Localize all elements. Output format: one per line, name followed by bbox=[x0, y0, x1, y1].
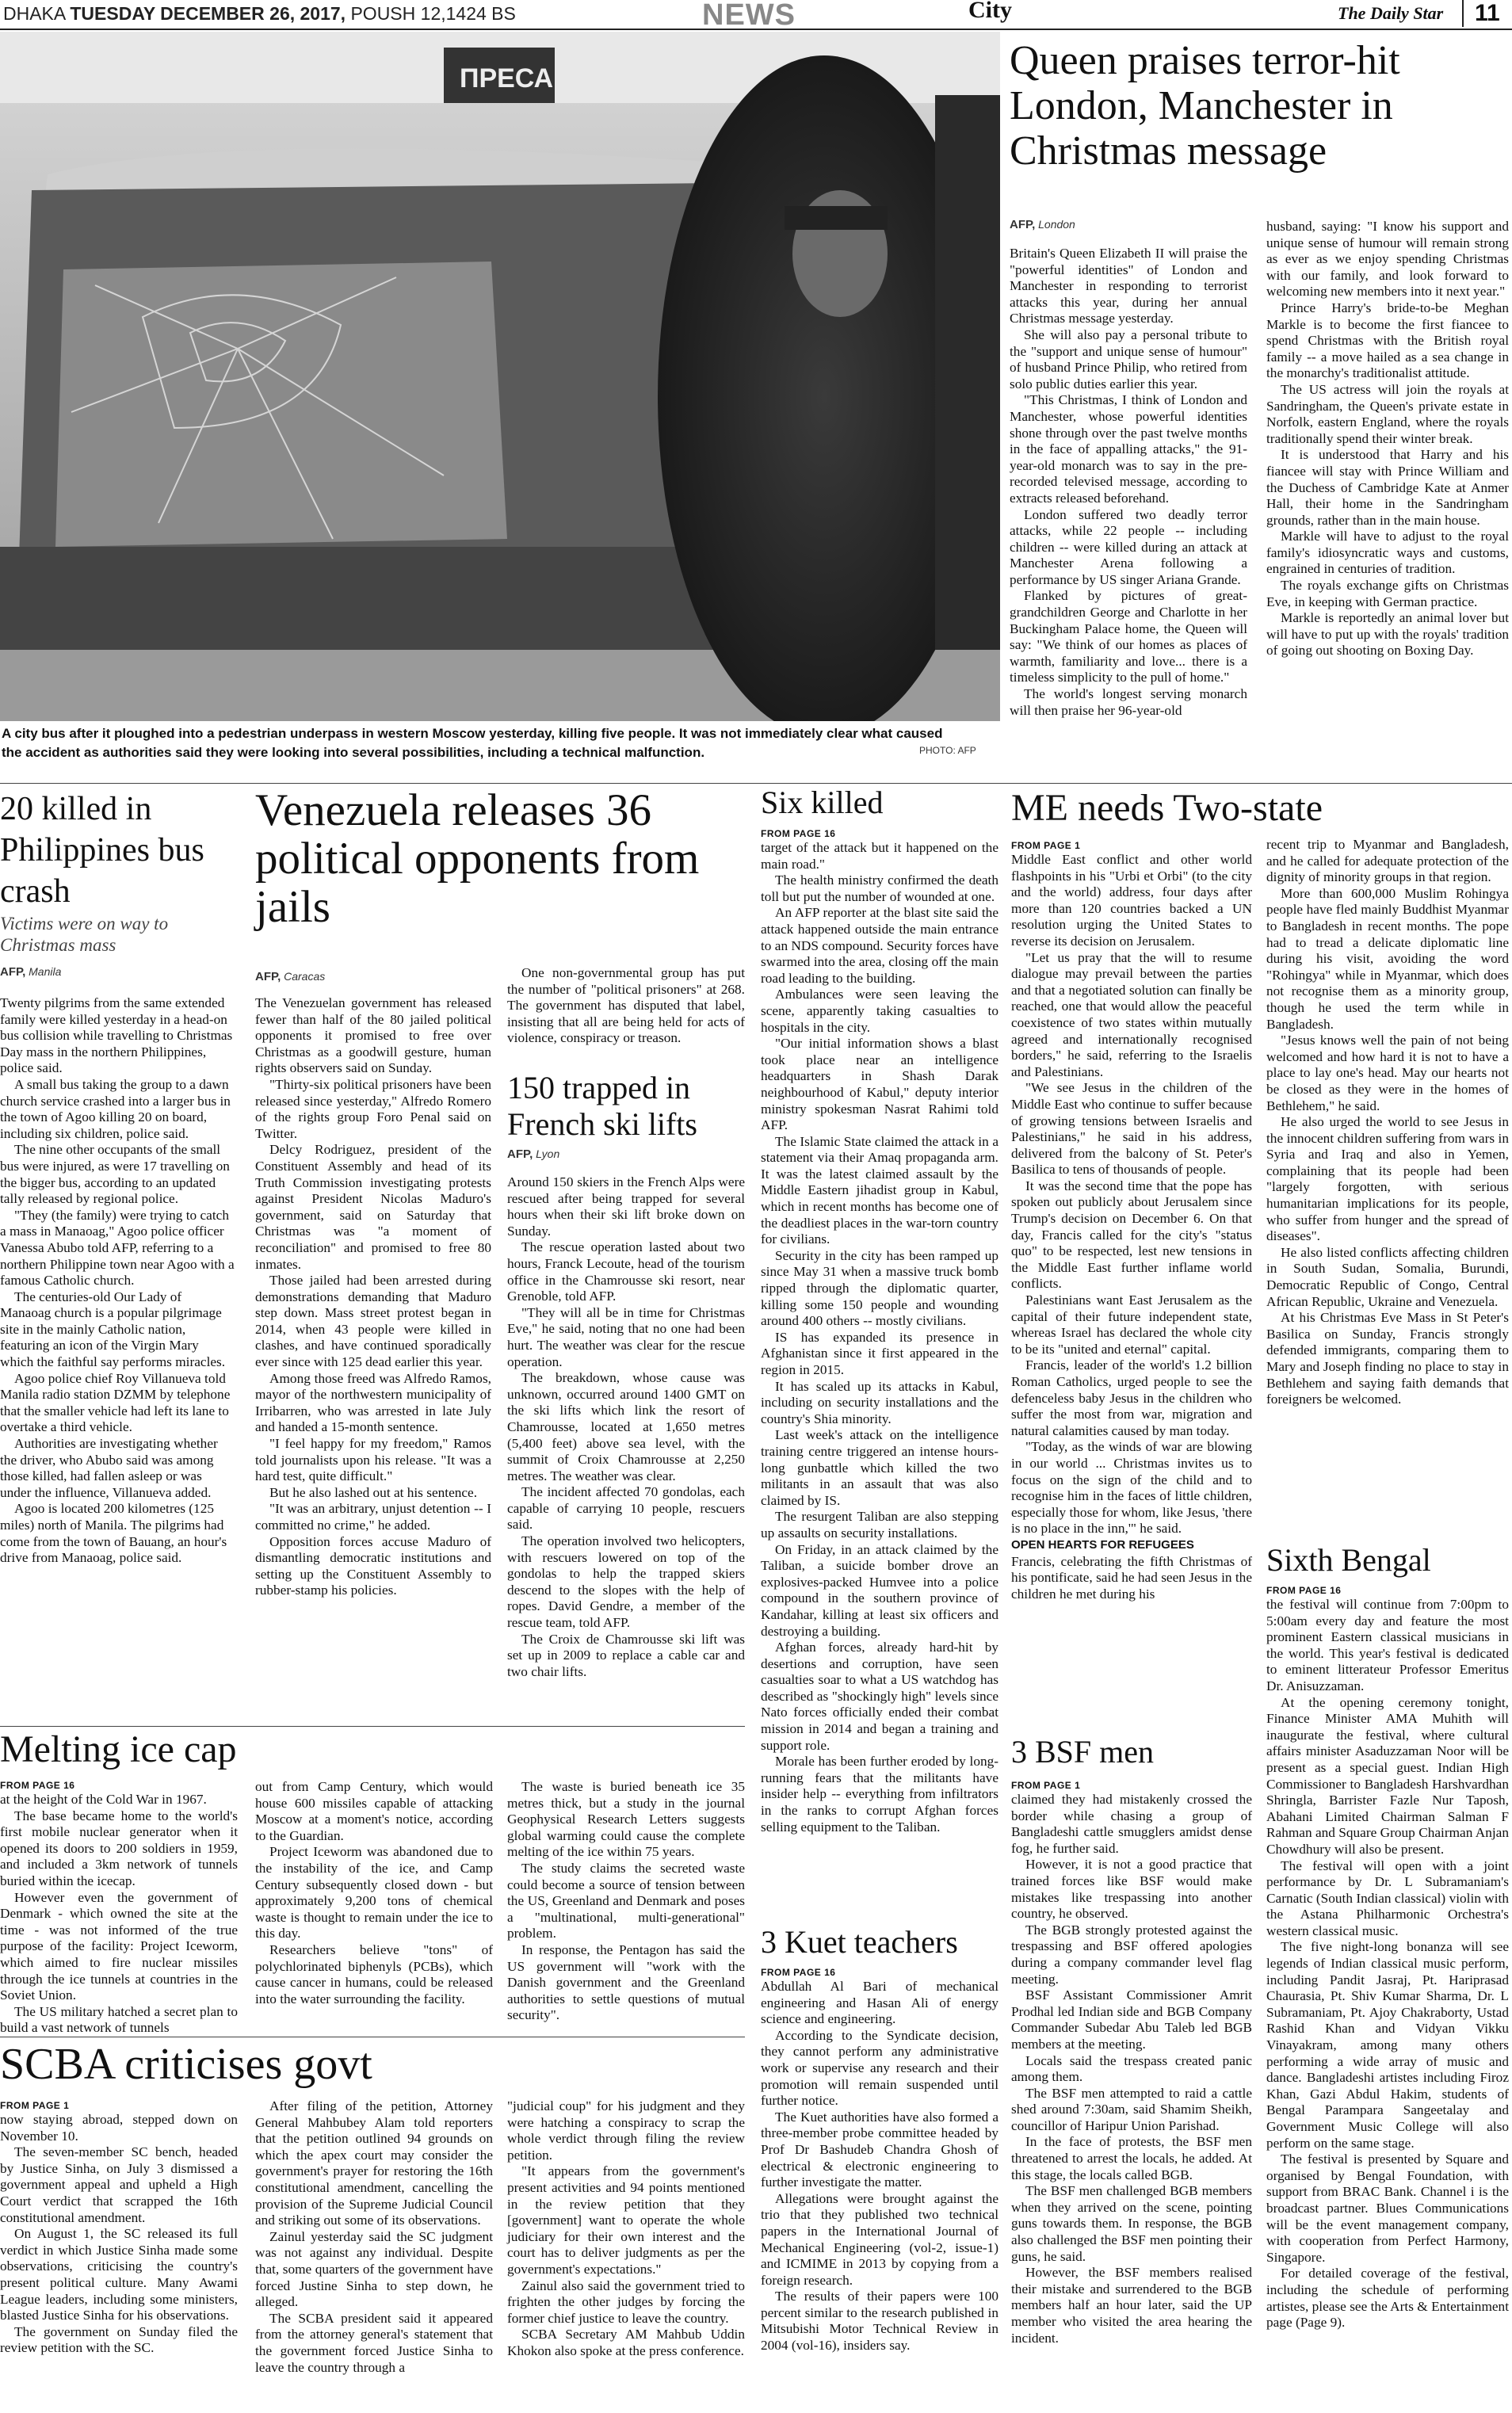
me-subhead: OPEN HEARTS FOR REFUGEES bbox=[1011, 1537, 1194, 1552]
paragraph: Last week's attack on the intelligence training centre triggered an intense hours-long gunbattle which killed the two militants in an assault that was also claimed by IS. bbox=[761, 1427, 998, 1508]
paragraph: Security in the city has been ramped up since May 31 when a massive truck bomb ripped through the diplomatic quarter, killing some 150 people and wounding around 400 others -- mostly civilians. bbox=[761, 1247, 998, 1329]
venezuela-headline: Venezuela releases 36 political opponents from jails bbox=[255, 785, 700, 932]
six-killed-jump: FROM PAGE 16 bbox=[761, 828, 836, 839]
paragraph: The royals exchange gifts on Christmas Eve, in keeping with German practice. bbox=[1266, 578, 1509, 609]
paragraph: The festival will open with a joint performance by Dr. L Subramaniam's Carnatic (South Indian classical) violin with the Astana Philharmonic Orchestra's western classical music. bbox=[1266, 1857, 1509, 1938]
ski-headline: 150 trapped in French ski lifts bbox=[507, 1070, 697, 1142]
paragraph: Allegations were brought against the trio that they published two technical papers in the International Journal of Mechanical Engineering (vol-2, issue-1) and ICMIME in 2013 by copying from a foreign research. bbox=[761, 2190, 998, 2288]
paragraph: "Jesus knows well the pain of not being welcomed and how hard it is not to have a place to lay one's head. May our hearts not be closed as they were in the homes of Bethlehem," he said. bbox=[1266, 1033, 1509, 1113]
paragraph: Authorities are investigating whether the driver, who Abubo said was among those killed, had fallen asleep or was under the influence, Villanueva added. bbox=[0, 1436, 218, 1500]
paragraph: "Thirty-six political prisoners have been released since yesterday," Alfredo Romero of the rights group Foro Penal said on Twitter. bbox=[255, 1076, 491, 1141]
paragraph: Opposition forces accuse Maduro of dismantling democratic institutions and setting up the Constituent Assembly to rubber-stamp his policies. bbox=[255, 1533, 491, 1598]
paragraph: He also listed conflicts affecting children in South Sudan, Somalia, Burundi, Democratic Republic of Congo, Central African Republic, Ukraine and Venezuela. bbox=[1266, 1244, 1509, 1309]
paragraph: In the face of protests, the BSF men threatened to arrest the locals, he added. At this stage, the locals called BGB. bbox=[1011, 2134, 1252, 2182]
paragraph: One non-governmental group has put the number of "political prisoners" at 268. The government has disputed that label, insisting that all are being held for acts of violence, conspiracy or treason. bbox=[507, 965, 745, 1046]
paragraph: Around 150 skiers in the French Alps were rescued after being trapped for several hours when their ski lift broke down on Sunday. bbox=[507, 1174, 745, 1239]
paragraph: The government on Sunday filed the review petition with the SC. bbox=[0, 2323, 238, 2356]
paragraph: Twenty pilgrims from the same extended family were killed yesterday in a head-on bus collision while travelling to Christmas Day mass in the northern Philippines, police said. bbox=[0, 995, 233, 1076]
paragraph: "We see Jesus in the children of the Middle East who continue to suffer because of growing tensions between Israelis and Palestinians," he said in his address, delivered from the balcony of St. Peter's Basilica to tens of thousands of people. bbox=[1011, 1080, 1252, 1178]
six-killed-body bbox=[761, 840, 998, 1835]
paragraph: An AFP reporter at the blast site said the attack happened outside the main entrance to an NDS compound. Security forces have swarmed into the area, closing off the main road leading to the building. bbox=[761, 905, 998, 986]
paragraph: The health ministry confirmed the death toll but put the number of wounded at one. bbox=[761, 872, 998, 904]
paragraph: The operation involved two helicopters, with rescuers lowered on top of the gondolas to help the trapped skiers descend to the slopes with the help of ropes. David Gendre, a member of the rescue team, told AFP. bbox=[507, 1533, 745, 1631]
paragraph: out from Camp Century, which would house 600 missiles capable of attacking Moscow at a moment's notice, according to the Guardian. bbox=[255, 1779, 493, 1843]
paragraph: at the height of the Cold War in 1967. bbox=[0, 1792, 207, 1807]
paragraph: He also urged the world to see Jesus in the innocent children suffering from wars in Syria and Iraq and also in Yemen, complaining that its people had been "largely forgotten, with serious humanitarian implications for its people, who suffer from hunger and the spread of diseases". bbox=[1266, 1114, 1509, 1244]
paragraph: The five night-long bonanza will see legends of Indian classical music perform, including Pandit Jasraj, Pt. Hariprasad Chaurasia, Pt. Shiv Kumar Sharma, Dr. L Subramaniam, Pt. Ajoy Chakraborty, Ustad Rashid Khan and Vidyan Vikku Vinayakram, among many others performing a wide array of music and dance. Bangladeshi artistes including Firoz Khan, Gazi Abdul Hakim, students of Bengal Parampara Sangeetalay and Government Music College will also perform on the same stage. bbox=[1266, 1939, 1509, 2151]
paragraph: "I feel happy for my freedom," Ramos told journalists upon his release. "It was a hard test, quite difficult." bbox=[255, 1436, 491, 1484]
paragraph: Francis, leader of the world's 1.2 billion Roman Catholics, urged people to see the defenceless baby Jesus in the children who suffer the most from war, migration and natural calamities caused by man today. bbox=[1011, 1357, 1252, 1438]
me-column-1 bbox=[1011, 852, 1252, 1602]
paragraph: On Friday, in an attack claimed by the Taliban, a suicide bomber drove an explosives-packed Humvee into a police compound in the southern province of Kandahar, killing at least six officers and destroying a building. bbox=[761, 1541, 998, 1639]
six-killed-headline: Six killed bbox=[761, 785, 884, 820]
paragraph: It is understood that Harry and his fiancee will stay with Prince William and the Duchess of Cambridge Kate at Anmer Hall, their home in the Sandringham grounds, rather than in the main house. bbox=[1266, 447, 1509, 528]
paragraph: The breakdown, whose cause was unknown, occurred around 1400 GMT on the ski lifts which link the resort of Chamrousse, located at 1,650 metres (5,400 feet) above sea level, with the summit of Croix Chamrousse at 2,250 metres. The weather was clear. bbox=[507, 1370, 745, 1483]
me-jump: FROM PAGE 1 bbox=[1011, 840, 1081, 851]
paragraph: However, the BSF members realised their mistake and surrendered to the BGB members half an hour later, said the UP member who visited the area hearing the incident. bbox=[1011, 2265, 1252, 2346]
page-header bbox=[0, 0, 1512, 30]
paragraph: The Croix de Chamrousse ski lift was set up in 2009 to replace a cable car and two chair lifts. bbox=[507, 1631, 745, 1679]
ice-cap-column-3 bbox=[507, 1779, 745, 2024]
scba-column-3 bbox=[507, 2098, 745, 2360]
category-label: City bbox=[968, 0, 1012, 23]
section-label: NEWS bbox=[702, 0, 796, 32]
ice-cap-column-2 bbox=[255, 1779, 493, 2007]
queen-byline: AFP, London bbox=[1010, 218, 1075, 231]
paragraph: Afghan forces, already hard-hit by desertions and corruption, have seen casualties soar to what a US watchdog has described as "shockingly high" levels since Nato forces officially ended their combat mission in 2014 and began a training and support role. bbox=[761, 1640, 998, 1753]
paragraph: London suffered two deadly terror attacks, while 22 people -- including children -- were killed during an attack at Manchester Arena following a performance by US singer Ariana Grande. bbox=[1010, 506, 1247, 587]
bengal-headline: Sixth Bengal bbox=[1266, 1542, 1431, 1578]
paragraph: The BSF men challenged BGB members when they arrived on the scene, pointing guns towards them. In response, the BGB also challenged the BSF men pointing their guns, he said. bbox=[1011, 2183, 1252, 2264]
photo-caption: A city bus after it ploughed into a pedestrian underpass in western Moscow yesterday, killing five people. It was not immediately clear what caused the accident as authorities said they were looking into several possibilities, including a technical malfunction. bbox=[2, 726, 943, 760]
paragraph: Agoo police chief Roy Villanueva told Manila radio station DZMM by telephone that the smaller vehicle had left its lane to overtake a third vehicle. bbox=[0, 1370, 231, 1435]
paragraph: The SCBA president said it appeared from the attorney general's statement that the government forced Justice Sinha to leave the country through a bbox=[255, 2310, 493, 2375]
ice-cap-column-1 bbox=[0, 1792, 238, 2037]
paragraph: recent trip to Myanmar and Bangladesh, and he called for adequate protection of the dignity of minority groups in that region. bbox=[1266, 837, 1509, 885]
venezuela-column-1 bbox=[255, 995, 491, 1599]
paragraph: But he also lashed out at his sentence. bbox=[269, 1484, 478, 1500]
kuet-body bbox=[761, 1979, 998, 2354]
bengal-body bbox=[1266, 1597, 1509, 2331]
paragraph: The centuries-old Our Lady of Manaoag church is a popular pilgrimage site in the mainly Catholic nation, featuring an icon of the Virgin Mary which the faithful say performs miracles. bbox=[0, 1289, 226, 1370]
paragraph: The BSF men attempted to raid a cattle shed around 7:30am, said Shamim Sheikh, councillor of Haripur Union Parishad. bbox=[1011, 2085, 1252, 2133]
paragraph: BSF Assistant Commissioner Amrit Prodhal led Indian side and BGB Company Commander Subedar Abu Taleb led BGB members at the meeting. bbox=[1011, 1987, 1252, 2052]
philippines-subhead: Victims were on way to Christmas mass bbox=[0, 914, 169, 955]
paragraph: The world's longest serving monarch will then praise her 96-year-old bbox=[1010, 686, 1247, 718]
paragraph: Morale has been further eroded by long-running fears that the militants have insider help -- everything from infiltrators in the ranks to corrupt Afghan forces selling equipment to the Taliban. bbox=[761, 1754, 998, 1835]
paragraph: Middle East conflict and other world flashpoints in his "Urbi et Orbi" (to the city and the world) address, four days after more than 120 countries backed a UN resolution urging the United States to reverse its decision on Jerusalem. bbox=[1011, 852, 1252, 949]
paragraph: On August 1, the SC released its full verdict in which Justice Sinha made some observations, criticising the country's present political culture. Many Awami League leaders, including some ministers, blasted Justice Sinha for his observations. bbox=[0, 2226, 238, 2323]
scba-jump: FROM PAGE 1 bbox=[0, 2100, 70, 2111]
paragraph: The festival is presented by Square and organised by Bengal Foundation, with support from BRAC Bank. Channel i is the broadcast partner. Blues Communications will be the event management company, with cooperation from Perfect Harmony, Singapore. bbox=[1266, 2151, 1509, 2265]
paragraph: At his Christmas Eve Mass in St Peter's Basilica on Sunday, Francis strongly defended immigrants, comparing them to Mary and Joseph finding no place to stay in Bethlehem and saying faith demands that foreigners be welcomed. bbox=[1266, 1310, 1509, 1407]
me-headline: ME needs Two-state bbox=[1011, 787, 1323, 829]
paragraph: "It appears from the government's present activities and 94 points mentioned in the review petition that they [government] want to operate the whole judiciary for their own interest and the court has to deliver judgments as per the government's expectations." bbox=[507, 2163, 745, 2277]
page-number: 11 bbox=[1462, 0, 1500, 27]
paragraph: The incident affected 70 gondolas, each capable of carrying 10 people, rescuers said. bbox=[507, 1484, 745, 1533]
scba-column-2 bbox=[255, 2098, 493, 2376]
paragraph: Agoo is located 200 kilometres (125 miles) north of Manila. The pilgrims had come from the town of Bauang, an hour's drive from Manaoag, police said. bbox=[0, 1501, 227, 1566]
paragraph: "They (the family) were trying to catch a mass in Manaoag," Agoo police officer Vanessa Abubo told AFP, referring to a northern Philippine town near Agoo with a famous Catholic church. bbox=[0, 1207, 235, 1289]
paragraph: Markle is reportedly an animal lover but will have to put up with the royals' tradition of going out shooting on Boxing Day. bbox=[1266, 610, 1509, 659]
paragraph: Project Iceworm was abandoned due to the instability of the ice, and Camp Century subsequently closed down - but approximately 9,200 tons of chemical waste is thought to remain under the ice to this day. bbox=[255, 1844, 493, 1941]
paragraph: However even the government of Denmark - which owned the site at the time - was not informed of the true purpose of the facility: Project Iceworm, which aimed to fire nuclear missiles through the ice tunnels at countries in the Soviet Union. bbox=[0, 1889, 238, 2003]
paragraph: Francis, celebrating the fifth Christmas of his pontificate, said he had seen Jesus in the children he met during his bbox=[1011, 1553, 1252, 1602]
ice-cap-headline: Melting ice cap bbox=[0, 1728, 237, 1770]
queen-headline: Queen praises terror-hit London, Manchester in Christmas message bbox=[1010, 38, 1400, 174]
paragraph: The base became home to the world's first mobile nuclear generator when it opened its doors to 200 soldiers in 1959, and included a 3km network of tunnels buried within the icecap. bbox=[0, 1808, 238, 1888]
paragraph: Locals said the trespass created panic among them. bbox=[1011, 2052, 1252, 2085]
paragraph: Among those freed was Alfredo Ramos, mayor of the northwestern municipality of Irribarren, who was arrested in late July and handed a 15-month sentence. bbox=[255, 1370, 491, 1435]
paragraph: Researchers believe "tons" of polychlorinated biphenyls (PCBs), which cause cancer in humans, could be released into the water surrounding the facility. bbox=[255, 1941, 493, 2006]
paragraph: Zainul yesterday said the SC judgment was not against any individual. Despite that, some quarters of the government have forced Justine Sinha to step down, he alleged. bbox=[255, 2228, 493, 2310]
paragraph: The Venezuelan government has released fewer than half of the 80 jailed political opponents it promised to free over Christmas as a goodwill gesture, human rights observers said on Sunday. bbox=[255, 995, 491, 1076]
paragraph: The study claims the secreted waste could become a source of tension between the US, Greenland and Denmark and poses a "multinational, multi-generational" problem. bbox=[507, 1860, 745, 1941]
bus-sign-text: ПРЕСА bbox=[460, 63, 554, 94]
paragraph: "Today, as the winds of war are blowing in our world ... Christmas invites us to focus on the sign of the child and to recognise him in the faces of little children, especially those for whom, like Jesus, 'there is no place in the inn,'" he said. bbox=[1011, 1439, 1252, 1537]
paragraph: The resurgent Taliban are also stepping up assaults on security installations. bbox=[761, 1509, 998, 1541]
paragraph: Prince Harry's bride-to-be Meghan Markle is to become the first fiancee to spend Christmas with the British royal family -- a move hailed as a sea change in the monarchy's traditionalist attitude. bbox=[1266, 300, 1509, 381]
bengal-jump: FROM PAGE 16 bbox=[1266, 1585, 1342, 1596]
bsf-headline: 3 BSF men bbox=[1011, 1734, 1155, 1770]
paragraph: now staying abroad, stepped down on November 10. bbox=[0, 2112, 238, 2144]
paragraph: "Let us pray that the will to resume dialogue may prevail between the parties and that a negotiated solution can finally be reached, one that would allow the peaceful coexistence of two states within mutually agreed and internationally recognised borders," he said, referring to the Israelis and Palestinians. bbox=[1011, 949, 1252, 1079]
paragraph: The seven-member SC bench, headed by Justice Sinha, on July 3 dismissed a government appeal and upheld a High Court verdict that scrapped the 16th constitutional amendment. bbox=[0, 2144, 238, 2225]
philippines-headline: 20 killed in Philippines bus crash bbox=[0, 791, 204, 910]
queen-column-1 bbox=[1010, 246, 1247, 719]
paragraph: More than 600,000 Muslim Rohingya people have fled mainly Buddhist Myanmar to Bangladesh in recent months. The pope had to tread a delicate diplomatic line during his visit, avoiding the word "Rohingya" while in Myanmar, which does not recognise them as a minority group, though he used the term while in Bangladesh. bbox=[1266, 885, 1509, 1032]
venezuela-column-2 bbox=[507, 965, 745, 1047]
bus-crash-photo bbox=[0, 32, 1000, 721]
kuet-headline: 3 Kuet teachers bbox=[761, 1924, 958, 1960]
queen-column-2 bbox=[1266, 219, 1509, 659]
paragraph: The rescue operation lasted about two hours, Franck Lecoute, head of the tourism office in the Chamrousse ski resort, near Grenoble, told AFP. bbox=[507, 1239, 745, 1304]
kuet-jump: FROM PAGE 16 bbox=[761, 1967, 836, 1978]
bsf-jump: FROM PAGE 1 bbox=[1011, 1780, 1081, 1791]
philippines-byline: AFP, Manila bbox=[0, 965, 62, 979]
paragraph: Palestinians want East Jerusalem as the capital of their future independent state, whereas Israel has declared the whole city to be its "united and eternal" capital. bbox=[1011, 1292, 1252, 1357]
me-column-2 bbox=[1266, 837, 1509, 1408]
paragraph: Markle will have to adjust to the royal family's idiosyncratic ways and customs, engrained in centuries of tradition. bbox=[1266, 529, 1509, 577]
paragraph: Ambulances were seen leaving the scene, apparently taking casualties to hospitals in the city. bbox=[761, 987, 998, 1035]
paragraph: The results of their papers were 100 percent similar to the research published in Mitsubishi Motor Technical Review in 2004 (vol-16), insiders say. bbox=[761, 2289, 998, 2354]
ski-body bbox=[507, 1174, 745, 1680]
bsf-body bbox=[1011, 1792, 1252, 2346]
paragraph: claimed they had mistakenly crossed the border while chasing a group of Bangladeshi cattle smugglers amidst dense fog, he further said. bbox=[1011, 1792, 1252, 1856]
photo-credit: PHOTO: AFP bbox=[919, 745, 976, 756]
paragraph: "They will all be in time for Christmas Eve," he said, noting that no one had been hurt. The weather was clear for the rescue operation. bbox=[507, 1304, 745, 1369]
paragraph: A small bus taking the group to a dawn church service crashed into a larger bus in the town of Agoo killing 20 on board, including six children, police said. bbox=[0, 1076, 231, 1141]
venezuela-byline: AFP, Caracas bbox=[255, 970, 326, 983]
masthead-logo: The Daily Star bbox=[1338, 3, 1444, 23]
paragraph: It was the second time that the pope has spoken out publicly about Jerusalem since Trump's decision on December 6. On that day, Francis called for the city's "status quo" to be respected, lest new tensions in the Middle East further inflame world conflicts. bbox=[1011, 1178, 1252, 1292]
paragraph: Flanked by pictures of great-grandchildren George and Charlotte in her Buckingham Palace home, the Queen will say: "We think of our homes as places of warmth, familiarity and love... there is a timeless simplicity to the pull of home." bbox=[1010, 588, 1247, 685]
paragraph: SCBA Secretary AM Mahbub Uddin Khokon also spoke at the press conference. bbox=[507, 2327, 745, 2358]
paragraph: The nine other occupants of the small bus were injured, as were 17 travelling on the bigger bus, according to an updated tally released by regional police. bbox=[0, 1142, 230, 1207]
paragraph: the festival will continue from 7:00pm to 5:00am every day and feature the most prominent Eastern classical musicians in the world. This year's festival is dedicated to eminent litterateur Professor Emeritus Dr. Anisuzzaman. bbox=[1266, 1597, 1509, 1693]
paragraph: Delcy Rodriguez, president of the Constituent Assembly and head of its Truth Commission investigating protests against President Nicolas Maduro's government, said on Saturday that Christmas was "a moment of reconciliation" and promised to free 80 inmates. bbox=[255, 1142, 491, 1272]
paragraph: In response, the Pentagon has said the US government will "work with the Danish government and the Greenland authorities to settle questions of mutual security". bbox=[507, 1941, 745, 2023]
paragraph: The Islamic State claimed the attack in a statement via their Amaq propaganda arm. It was the latest claimed assault by the Middle Eastern jihadist group in Kabul, which in recent months has become one of the deadliest places in the war-torn country for civilians. bbox=[761, 1133, 998, 1247]
ice-cap-jump: FROM PAGE 16 bbox=[0, 1780, 75, 1791]
paragraph: The US actress will join the royals at Sandringham, the Queen's private estate in Norfolk, eastern England, where the royals traditionally spend their winter break. bbox=[1266, 381, 1509, 446]
paragraph: "judicial coup" for his judgment and they were hatching a conspiracy to scrap the whole verdict through filing the review petition. bbox=[507, 2098, 745, 2163]
paragraph: husband, saying: "I know his support and unique sense of humour will remain strong as ever as we enjoy spending Christmas with our family, and look forward to welcoming new members into it next year." bbox=[1266, 219, 1509, 300]
scba-column-1 bbox=[0, 2112, 238, 2357]
paragraph: target of the attack but it happened on the main road." bbox=[761, 840, 998, 872]
paragraph: She will also pay a personal tribute to the "support and unique sense of humour" of husband Prince Philip, who retired from solo public duties earlier this year. bbox=[1010, 326, 1247, 391]
paragraph: IS has expanded its presence in Afghanistan since it first appeared in the region in 2015. bbox=[761, 1329, 998, 1377]
paragraph: For detailed coverage of the festival, including the schedule of performing artistes, please see the Arts & Entertainment page (Page 9). bbox=[1266, 2266, 1509, 2331]
paragraph: Those jailed had been arrested during demonstrations demanding that Maduro step down. Mass street protest began in 2014, when 43 people were killed in clashes, and have continued sporadically ever since with 125 dead earlier this year. bbox=[255, 1273, 491, 1370]
paragraph: Abdullah Al Bari of mechanical engineering and Hasan Ali of energy science and engineering. bbox=[761, 1979, 998, 2027]
paragraph: The waste is buried beneath ice 35 metres thick, but a study in the journal Geophysical Research Letters suggests global warming could cause the complete melting of the ice within 75 years. bbox=[507, 1779, 745, 1860]
paragraph: "Our initial information shows a blast took place near an intelligence headquarters in Shash Darak neighbourhood of Kabul," deputy interior ministry spokesman Nasrat Rahimi told AFP. bbox=[761, 1036, 998, 1133]
paragraph: However, it is not a good practice that trained forces like BSF would make mistakes like trespassing into another country, he observed. bbox=[1011, 1857, 1252, 1922]
paragraph: Britain's Queen Elizabeth II will praise the "powerful identities" of London and Manchester in responding to terrorist attacks this year, during her annual Christmas message yesterday. bbox=[1010, 246, 1247, 326]
scba-headline: SCBA criticises govt bbox=[0, 2040, 372, 2089]
philippines-body bbox=[0, 995, 235, 1567]
paragraph: After filing of the petition, Attorney General Mahbubey Alam told reporters that the petition outlined 94 grounds on which the apex court may consider the government's prayer for restoring the 16th constitutional amendment, cancelling the provision of the Supreme Judicial Council and striking out some of its observations. bbox=[255, 2098, 493, 2228]
issue-date: DHAKA TUESDAY DECEMBER 26, 2017, POUSH 12,1424 BS bbox=[3, 3, 516, 24]
paragraph: "This Christmas, I think of London and Manchester, whose powerful identities shone through over the past twelve months in the face of appalling attacks," the 91-year-old monarch was to say in the pre-recorded televised message, according to extracts released beforehand. bbox=[1010, 392, 1247, 506]
paragraph: The BGB strongly protested against the trespassing and BSF offered apologies during a company commander level flag meeting. bbox=[1011, 1922, 1252, 1987]
ski-byline: AFP, Lyon bbox=[507, 1147, 560, 1161]
paragraph: It has scaled up its attacks in Kabul, including on security installations and the country's Shia minority. bbox=[761, 1378, 998, 1426]
paragraph: Zainul also said the government tried to frighten the other judges by forcing the former chief justice to leave the country. bbox=[507, 2277, 745, 2326]
paragraph: The Kuet authorities have also formed a three-member probe committee headed by Prof Dr Bashudeb Chandra Ghosh of electrical & electronic engineering to further investigate the matter. bbox=[761, 2109, 998, 2190]
paragraph: According to the Syndicate decision, they cannot perform any administrative work or supervise any research and their promotion will remain suspended until further notice. bbox=[761, 2027, 998, 2109]
paragraph: "It was an arbitrary, unjust detention -- I committed no crime," he added. bbox=[255, 1501, 491, 1533]
paragraph: At the opening ceremony tonight, Finance Minister AMA Muhith will inaugurate the festival, where cultural affairs minister Asaduzzaman Noor will be present as a special guest. Indian High Commissioner to Bangladesh Harshvardhan Shringla, Barrister Fazle Nur Taposh, Abahani Limited Chairman Salman F Rahman and Square Group Chairman Anjan Chowdhury will also be present. bbox=[1266, 1694, 1509, 1857]
paragraph: The US military hatched a secret plan to build a vast network of tunnels bbox=[0, 2003, 238, 2036]
